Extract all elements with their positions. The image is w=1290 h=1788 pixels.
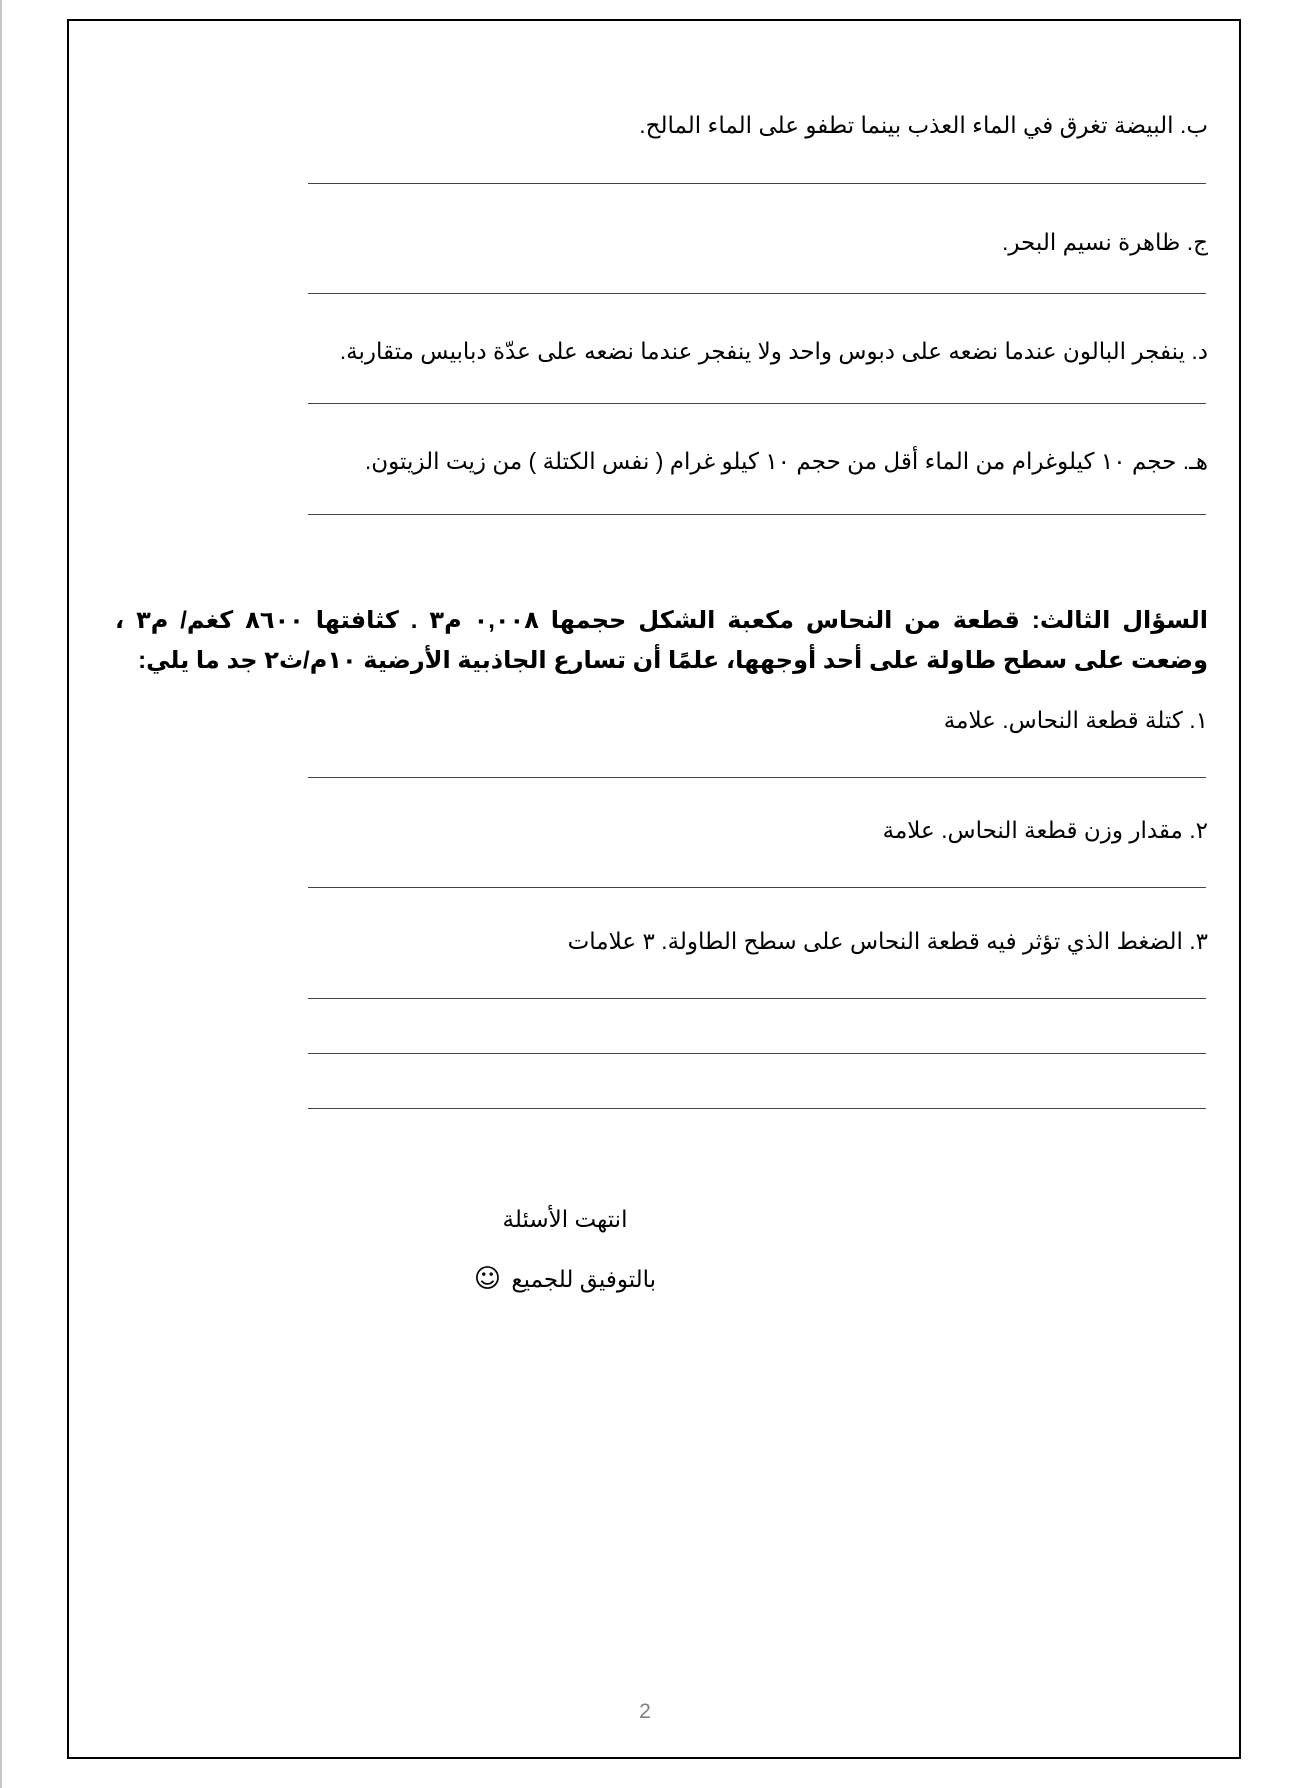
answer-line[interactable] xyxy=(308,777,1206,778)
good-luck-line xyxy=(440,1262,690,1296)
question-3-header: السؤال الثالث: قطعة من النحاس مكعبة الشكل حجمها ٠,٠٠٨ م٣ . كثافتها ٨٦٠٠ كغم/ م٣ ، وضعت على سطح طاولة على أحد أوجهها، علمًا أن تسارع الجاذبية الأرضية ١٠م/ث٢ جد ما يلي: xyxy=(115,607,1208,674)
page-number: 2 xyxy=(639,1700,651,1723)
question-item-h: هـ. حجم ١٠ كيلوغرام من الماء أقل من حجم ١٠ كيلو غرام ( نفس الكتلة ) من زيت الزيتون. xyxy=(364,448,1208,474)
question-item-b: ب. البيضة تغرق في الماء العذب بينما تطفو على الماء المالح. xyxy=(639,112,1208,138)
answer-line[interactable] xyxy=(308,1108,1206,1109)
answer-line[interactable] xyxy=(308,887,1206,888)
page-border xyxy=(67,19,1241,1759)
answer-line[interactable] xyxy=(308,998,1206,999)
question-3-subitem-1: ١. كتلة قطعة النحاس. علامة xyxy=(943,707,1208,733)
good-luck-text: بالتوفيق للجميع xyxy=(511,1266,657,1292)
answer-line[interactable] xyxy=(308,514,1206,515)
answer-line[interactable] xyxy=(308,293,1206,294)
answer-line[interactable] xyxy=(308,403,1206,404)
answer-line[interactable] xyxy=(308,1053,1206,1054)
question-3-subitem-2: ٢. مقدار وزن قطعة النحاس. علامة xyxy=(882,817,1208,843)
end-of-questions-text: انتهت الأسئلة xyxy=(502,1206,628,1232)
question-3-subitem-3: ٣. الضغط الذي تؤثر فيه قطعة النحاس على سطح الطاولة. ٣ علامات xyxy=(567,928,1208,954)
viewer-left-edge xyxy=(0,0,2,1788)
question-item-d: د. ينفجر البالون عندما نضعه على دبوس واحد ولا ينفجر عندما نضعه على عدّة دبابيس متقاربة. xyxy=(339,338,1208,364)
smiley-icon: ☺ xyxy=(473,1264,501,1294)
answer-line[interactable] xyxy=(308,183,1206,184)
question-item-j: ج. ظاهرة نسيم البحر. xyxy=(1001,229,1208,255)
